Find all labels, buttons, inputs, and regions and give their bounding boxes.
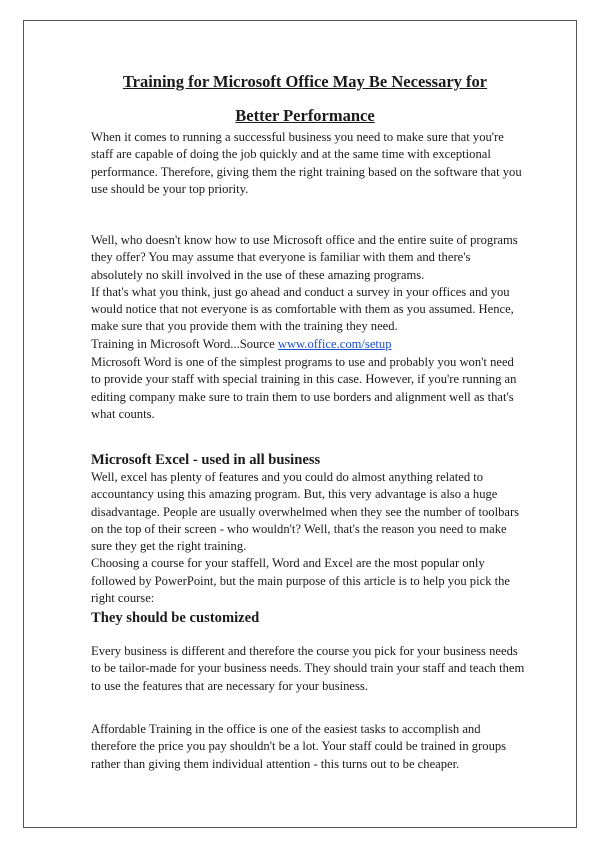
text-line: staff are capable of doing the job quickly and at the same time with exceptional: [91, 147, 491, 162]
text-line: would notice that not everyone is as comfortable with them as you assumed. Hence,: [91, 302, 514, 317]
text-line: on the top of their screen - who wouldn't? Well, that's the reason you need to make: [91, 521, 507, 536]
intro-paragraph: [91, 129, 522, 198]
text-line: accountancy using this amazing program. But, this very advantage is also a huge: [91, 487, 498, 502]
text-line: to use the features that are necessary for your business.: [91, 678, 368, 693]
text-line: what counts.: [91, 406, 155, 421]
text-line: Well, who doesn't know how to use Microsoft office and the entire suite of programs: [91, 233, 518, 247]
text-line: followed by PowerPoint, but the main purpose of this article is to help you pick the: [91, 573, 511, 588]
text-line: Choosing a course for your staffell, Word and Excel are the most popular only: [91, 556, 485, 571]
text-line: performance. Therefore, giving them the right training based on the software that you: [91, 164, 522, 179]
text-line: make sure that you provide them with the training they need.: [91, 319, 398, 334]
text-line: therefore the price you pay shouldn't be a lot. Your staff could be trained in groups: [91, 739, 507, 754]
text-line: Microsoft Word is one of the simplest programs to use and probably you won't need: [91, 355, 514, 369]
text-line: If that's what you think, just go ahead and conduct a survey in your offices and you: [91, 284, 510, 299]
text-line: they offer? You may assume that everyone is familiar with them and there's: [91, 250, 471, 265]
text-line: use should be your top priority.: [91, 181, 249, 196]
affordable-paragraph: [91, 721, 519, 773]
excel-paragraph: [91, 469, 519, 607]
text-line: editing company make sure to train them to use borders and alignment well as that's: [91, 389, 514, 404]
text-line: Affordable Training in the office is one of the easiest tasks to accomplish and: [91, 722, 481, 736]
text-line: disadvantage. People are usually overwhelmed when they see the number of toolbars: [91, 504, 520, 519]
source-prefix: Training in Microsoft Word...Source: [91, 336, 278, 351]
text-line: absolutely no skill involved in the use of these amazing programs.: [91, 267, 425, 282]
customized-heading: They should be customized: [91, 610, 260, 626]
text-line: to provide your staff with special training in this case. However, if you're running an: [91, 372, 517, 387]
text-line: Well, excel has plenty of features and you could do almost anything related to: [91, 470, 484, 484]
source-link[interactable]: www.office.com/setup: [277, 336, 392, 351]
familiarity-paragraph: [91, 232, 519, 353]
text-line: Every business is different and therefore the course you pick for your business needs: [91, 644, 518, 658]
text-line: sure they get the right training.: [91, 539, 247, 554]
customized-paragraph: [91, 643, 525, 695]
word-paragraph: [91, 354, 519, 423]
excel-heading: Microsoft Excel - used in all business: [91, 452, 321, 468]
text-line: rather than giving them individual attention - this turns out to be cheaper.: [91, 756, 460, 771]
page-title-line-2: Better Performance: [235, 106, 375, 125]
text-line: right course:: [91, 591, 155, 606]
text-line: When it comes to running a successful business you need to make sure that you're: [91, 130, 504, 144]
page-title-line-1: Training for Microsoft Office May Be Necessary for: [122, 72, 488, 91]
source-line: [91, 336, 519, 353]
text-line: to be tailor-made for your business needs. They should train your staff and teach them: [91, 661, 525, 676]
